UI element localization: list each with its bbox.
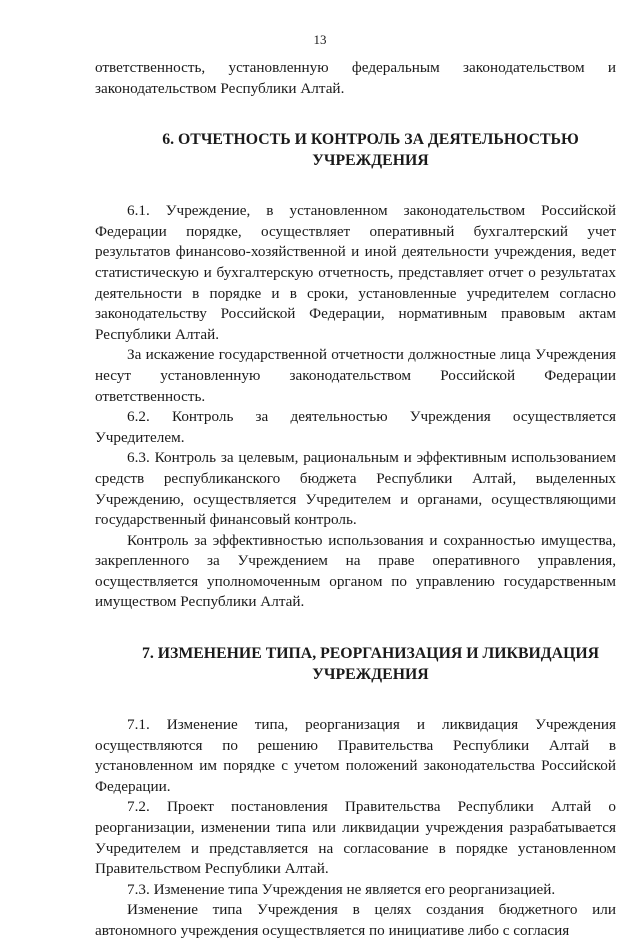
paragraph-6-2: 6.2. Контроль за деятельностью Учреждения осуществляется Учредителем. — [95, 408, 616, 446]
intro-paragraph: ответственность, установленную федеральным законодательством и законодательством Республики Алтай. — [95, 59, 616, 97]
section-7-heading-line-2: УЧРЕЖДЕНИЯ — [312, 666, 429, 684]
document-body — [95, 58, 616, 942]
paragraph-7-1: 7.1. Изменение типа, реорганизация и ликвидация Учреждения осуществляются по решению Правительства Республики Алтай в установленном им порядке с учетом положений законодательства Российской Федерации. — [95, 716, 616, 795]
paragraph-6-1: 6.1. Учреждение, в установленном законодательством Российской Федерации порядке, осуществляет оперативный бухгалтерский учет результатов финансово-хозяйственной и иной деятельности учреждения, ведет статистическую и бухгалтерскую отчетность, представляет отчет о результатах деятельности в порядке и в сроки, установленные учредителем согласно законодательству Российской Федерации, нормативным правовым актам Республики Алтай. — [95, 202, 616, 343]
section-7-heading-line-1: 7. ИЗМЕНЕНИЕ ТИПА, РЕОРГАНИЗАЦИЯ И ЛИКВИДАЦИЯ — [141, 645, 600, 663]
paragraph-7-2: 7.2. Проект постановления Правительства Республики Алтай о реорганизации, изменении типа или ликвидации учреждения разрабатывается Учредителем и представляется на согласование в порядке установленном Правительством Республики Алтай. — [95, 798, 616, 878]
section-7-heading — [95, 643, 616, 685]
section-6-heading — [95, 129, 616, 171]
section-6-heading-line-1: 6. ОТЧЕТНОСТЬ И КОНТРОЛЬ ЗА ДЕЯТЕЛЬНОСТЬЮ — [162, 131, 579, 149]
paragraph-6-3-property-control: Контроль за эффективностью использования и сохранностью имущества, закрепленного за Учреждением на праве оперативного управления, осуществляется уполномоченным органом по управлению государственным имуществом Республики Алтай. — [95, 531, 616, 611]
paragraph-6-1-liability: За искажение государственной отчетности должностные лица Учреждения несут установленную законодательством Российской Федерации ответственность. — [95, 346, 616, 405]
paragraph-6-3: 6.3. Контроль за целевым, рациональным и эффективным использованием средств республиканского бюджета Республики Алтай, выделенных Учреждению, осуществляется Учредителем и органами, осуществляющими государственный финансовый контроль. — [95, 449, 616, 529]
paragraph-7-3-type-change: Изменение типа Учреждения в целях создания бюджетного или автономного учреждения осуществляется по инициативе либо с согласия — [95, 901, 616, 939]
section-6-heading-line-2: УЧРЕЖДЕНИЯ — [312, 152, 429, 170]
page-number: 13 — [313, 32, 327, 47]
paragraph-7-3: 7.3. Изменение типа Учреждения не является его реорганизацией. — [127, 880, 556, 898]
